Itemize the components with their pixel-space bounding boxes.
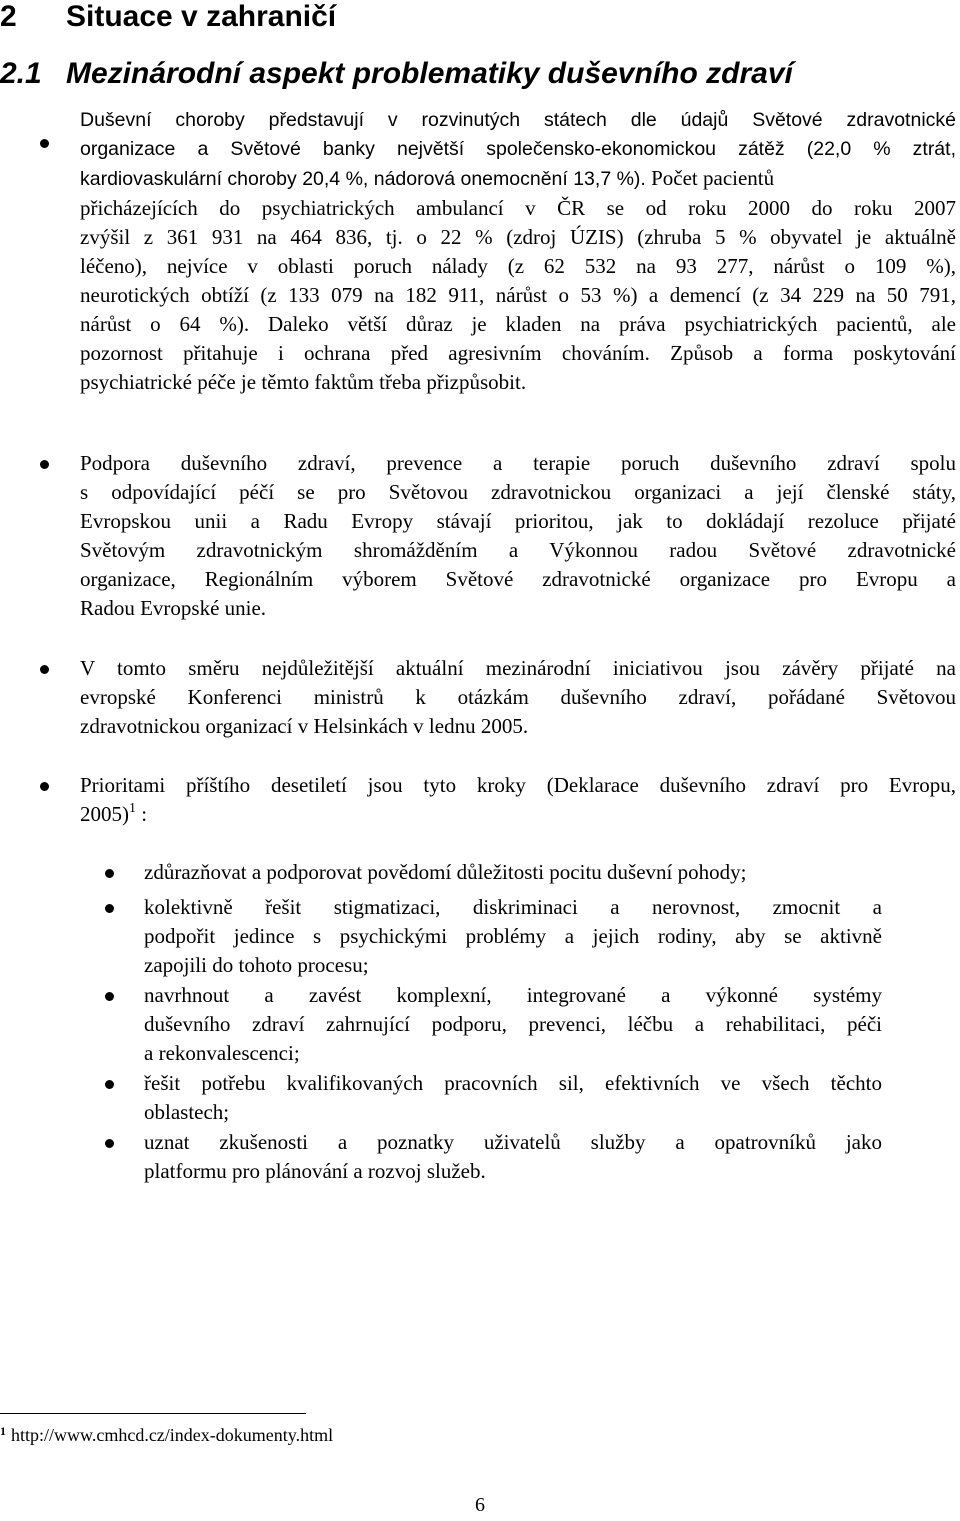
bullet-icon: [105, 1080, 114, 1089]
list-item-line: uznat zkušenosti a poznatky uživatelů služby a opatrovníků jako: [144, 1130, 882, 1154]
bullet-icon: [40, 665, 49, 674]
paragraph-line: psychiatrické péče je těmto faktům třeba přizpůsobit.: [80, 370, 527, 394]
paragraph-line: Evropskou unii a Radu Evropy stávají prioritou, jak to dokládají rezoluce přijaté: [80, 509, 956, 533]
paragraph-line: V tomto směru nejdůležitější aktuální mezinárodní iniciativou jsou závěry přijaté na: [80, 656, 956, 680]
paragraph-line: Počet pacientů: [645, 166, 775, 190]
sub-list-item: [144, 1069, 882, 1127]
footnote-marker: 1: [0, 1424, 6, 1438]
list-item-line: kolektivně řešit stigmatizaci, diskriminaci a nerovnost, zmocnit a: [144, 895, 882, 919]
list-item-line: zdůrazňovat a podporovat povědomí důležitosti pocitu duševní pohody;: [144, 860, 747, 884]
list-item-line: zapojili do tohoto procesu;: [144, 953, 369, 977]
paragraph-line: pozornost přitahuje i ochrana před agresivním chováním. Způsob a forma poskytování: [80, 341, 956, 365]
section-heading: [0, 57, 793, 91]
list-item-line: řešit potřebu kvalifikovaných pracovních sil, efektivních ve všech těchto: [144, 1071, 882, 1095]
paragraph-mental-health-support: [80, 449, 956, 623]
bullet-icon: [105, 869, 114, 878]
paragraph-line: Prioritami příštího desetiletí jsou tyto kroky (Deklarace duševního zdraví pro Evropu,: [80, 773, 956, 797]
section-title: Mezinárodní aspekt problematiky duševního zdraví: [66, 57, 793, 90]
paragraph-line: přicházejících do psychiatrických ambulancí v ČR se od roku 2000 do roku 2007: [80, 196, 956, 220]
chapter-title: Situace v zahraničí: [66, 0, 337, 33]
paragraph-line: zdravotnickou organizací v Helsinkách v lednu 2005.: [80, 714, 529, 738]
paragraph-helsinki-conference: [80, 654, 956, 741]
list-item-line: platformu pro plánování a rozvoj služeb.: [144, 1159, 486, 1183]
list-item-line: podpořit jedince s psychickými problémy a jejich rodiny, aby se aktivně: [144, 924, 882, 948]
list-item-line: duševního zdraví zahrnující podporu, prevenci, léčbu a rehabilitaci, péči: [144, 1012, 882, 1036]
bullet-icon: [105, 904, 114, 913]
paragraph-line: léčeno), nejvíce v oblasti poruch nálady (z 62 532 na 93 277, nárůst o 109 %),: [80, 254, 956, 278]
list-item-line: a rekonvalescenci;: [144, 1041, 300, 1065]
list-item-line: oblastech;: [144, 1100, 230, 1124]
paragraph-priorities: [80, 771, 956, 829]
paragraph-line: kardiovaskulární choroby 20,4 %, nádorová onemocnění 13,7 %).: [80, 168, 646, 190]
paragraph-line: organizace, Regionálním výborem Světové zdravotnické organizace pro Evropu a: [80, 567, 956, 591]
paragraph-line: nárůst o 64 %). Daleko větší důraz je kladen na práva psychiatrických pacientů, ale: [80, 312, 956, 336]
sub-list-item: [144, 981, 882, 1068]
paragraph-line: neurotických obtíží (z 133 079 na 182 911, nárůst o 53 %) a demencí (z 34 229 na 50 791,: [80, 283, 956, 307]
bullet-icon: [40, 139, 49, 148]
paragraph-line: evropské Konferenci ministrů k otázkám duševního zdraví, pořádané Světovou: [80, 685, 956, 709]
paragraph-line: :: [136, 802, 148, 826]
list-item-line: navrhnout a zavést komplexní, integrované a výkonné systémy: [144, 983, 882, 1007]
footnote-link[interactable]: http://www.cmhcd.cz/index-dokumenty.html: [11, 1425, 334, 1445]
paragraph-who-burden: [80, 106, 956, 397]
footnote: [0, 1424, 333, 1446]
bullet-icon: [105, 992, 114, 1001]
bullet-icon: [40, 460, 49, 469]
paragraph-line: Podpora duševního zdraví, prevence a terapie poruch duševního zdraví spolu: [80, 451, 956, 475]
paragraph-line: Duševní choroby představují v rozvinutých státech dle údajů Světové zdravotnické: [80, 109, 956, 131]
footnote-reference[interactable]: 1: [129, 801, 136, 816]
paragraph-line: s odpovídající péčí se pro Světovou zdravotnickou organizaci a její členské státy,: [80, 480, 956, 504]
page-number: 6: [475, 1494, 485, 1516]
paragraph-line: organizace a Světové banky největší společensko-ekonomickou zátěž (22,0 % ztrát,: [80, 138, 956, 160]
chapter-heading: [0, 0, 336, 34]
chapter-number: 2: [0, 0, 17, 33]
paragraph-line: 2005): [80, 802, 129, 826]
section-number: 2.1: [0, 57, 42, 90]
sub-list-item: [144, 1128, 882, 1186]
footnote-separator: [0, 1413, 306, 1414]
paragraph-line: zvýšil z 361 931 na 464 836, tj. o 22 % (zdroj ÚZIS) (zhruba 5 % obyvatel je aktuálně: [80, 225, 956, 249]
paragraph-line: Světovým zdravotnickým shromážděním a Výkonnou radou Světové zdravotnické: [80, 538, 956, 562]
bullet-icon: [105, 1139, 114, 1148]
paragraph-line: Radou Evropské unie.: [80, 596, 267, 620]
bullet-icon: [40, 782, 49, 791]
sub-list-item: [144, 858, 882, 887]
sub-list-item: [144, 893, 882, 980]
